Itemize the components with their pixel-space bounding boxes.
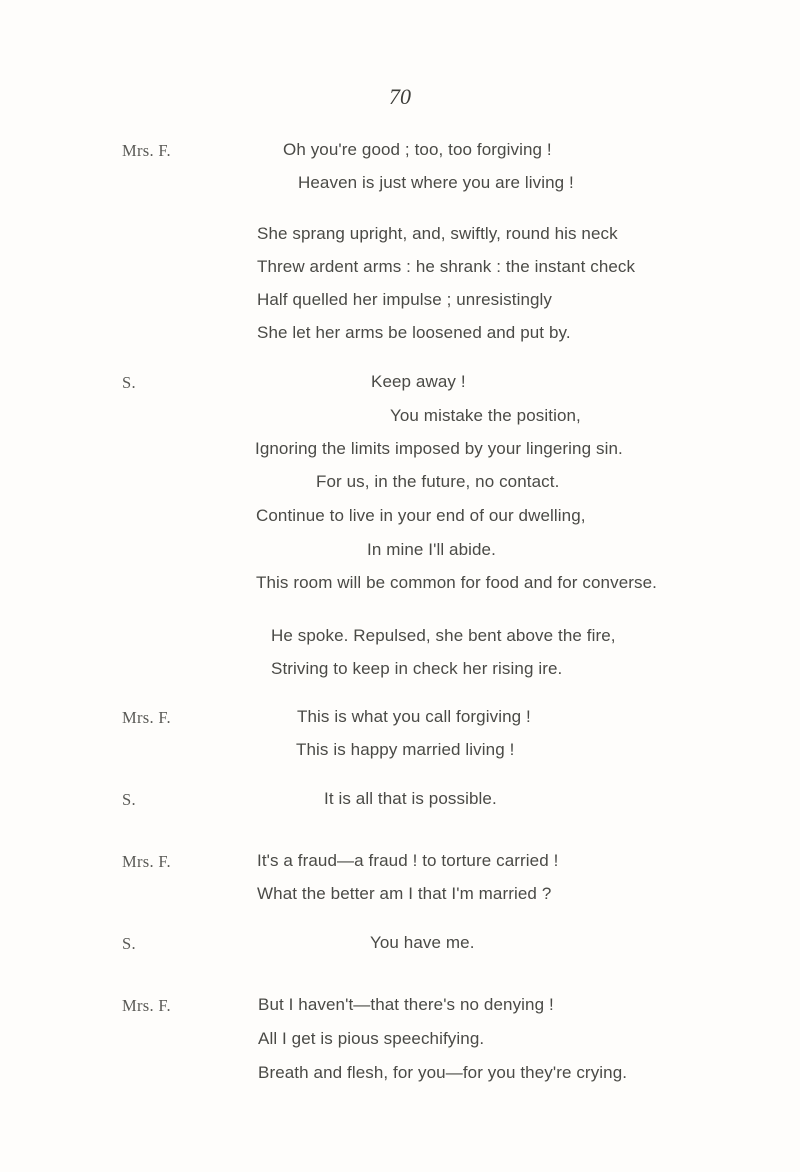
- verse-line: In mine I'll abide.: [367, 540, 496, 559]
- verse-line: It is all that is possible.: [324, 789, 497, 808]
- speaker-label: Mrs. F.: [122, 852, 171, 871]
- verse-line: He spoke. Repulsed, she bent above the fire,: [271, 626, 616, 645]
- verse-line: Half quelled her impulse ; unresistingly: [257, 290, 553, 309]
- verse-line: You mistake the position,: [390, 406, 581, 425]
- page-number: 70: [389, 84, 411, 109]
- verse-line: You have me.: [370, 933, 475, 952]
- verse-line: It's a fraud—a fraud ! to torture carried !: [257, 851, 559, 870]
- verse-line: She sprang upright, and, swiftly, round his neck: [257, 224, 618, 243]
- speaker-label: S.: [122, 934, 136, 953]
- verse-line: Keep away !: [371, 372, 466, 391]
- verse-line: She let her arms be loosened and put by.: [257, 323, 571, 342]
- verse-line: Threw ardent arms : he shrank : the instant check: [257, 257, 636, 276]
- verse-line: For us, in the future, no contact.: [316, 472, 560, 491]
- speaker-label: Mrs. F.: [122, 141, 171, 160]
- speaker-label: Mrs. F.: [122, 996, 171, 1015]
- verse-line: Heaven is just where you are living !: [298, 173, 574, 192]
- verse-line: All I get is pious speechifying.: [258, 1029, 485, 1048]
- verse-line: Striving to keep in check her rising ire.: [271, 659, 563, 678]
- verse-line: What the better am I that I'm married ?: [257, 884, 552, 903]
- verse-line: This is happy married living !: [296, 740, 515, 759]
- verse-line: Oh you're good ; too, too forgiving !: [283, 140, 552, 159]
- speaker-label: S.: [122, 373, 136, 392]
- verse-line: Ignoring the limits imposed by your lingering sin.: [255, 439, 623, 458]
- speaker-label: Mrs. F.: [122, 708, 171, 727]
- speaker-label: S.: [122, 790, 136, 809]
- verse-line: Breath and flesh, for you—for you they're crying.: [258, 1063, 628, 1082]
- verse-line: This is what you call forgiving !: [297, 707, 531, 726]
- verse-line: This room will be common for food and for converse.: [256, 573, 657, 592]
- verse-line: Continue to live in your end of our dwelling,: [256, 506, 586, 525]
- verse-line: But I haven't—that there's no denying !: [258, 995, 554, 1014]
